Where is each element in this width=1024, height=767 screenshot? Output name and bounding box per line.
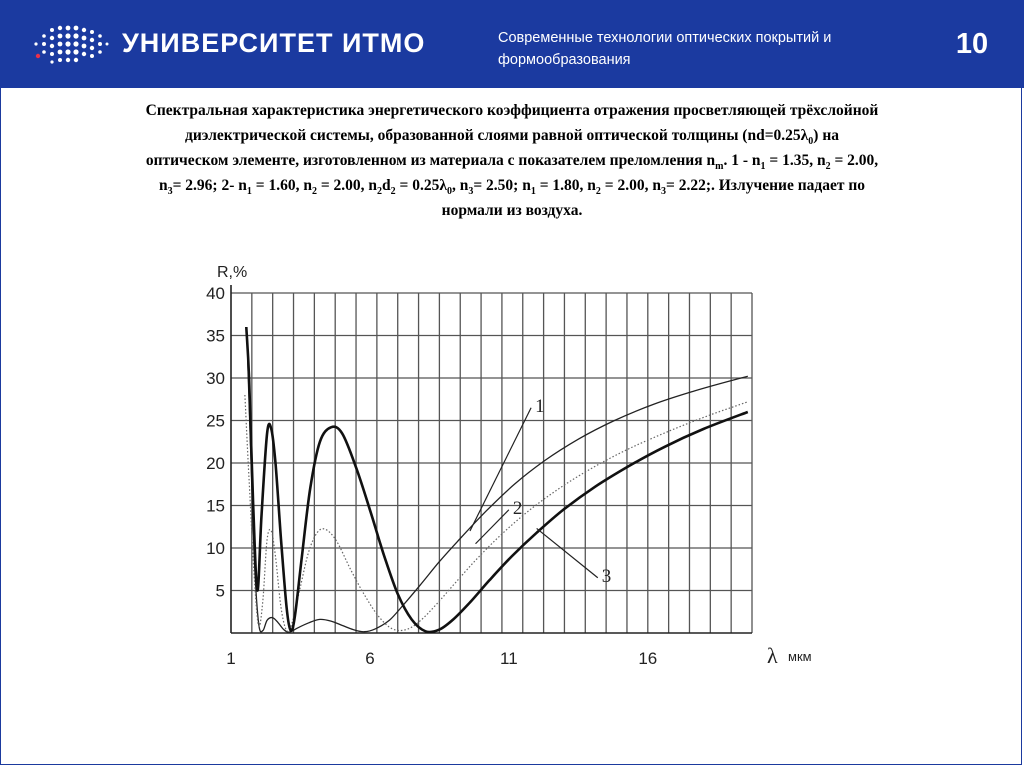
series-line-3 bbox=[246, 327, 748, 632]
x-tick-label-16: 16 bbox=[638, 649, 658, 668]
y-axis-label: R,% bbox=[217, 264, 248, 281]
caption-line-3: оптическом элементе, изготовленном из материала с показателем преломления $n_m$. $1 - n_1 = 1.35$, $n_2 = 2.00$, bbox=[145, 152, 879, 173]
x-axis-label: λ bbox=[767, 643, 778, 668]
leader-line-3 bbox=[537, 528, 598, 577]
x-axis-unit: мкм bbox=[788, 649, 812, 664]
series-line-2 bbox=[245, 395, 748, 631]
caption-line-2: диэлектрической системы, образованной слоями равной оптической толщины $(nd=0.25\lambda_0)$ на bbox=[185, 127, 839, 148]
y-tick-label-5: 5 bbox=[215, 581, 225, 601]
series-label-3: 3 bbox=[601, 565, 612, 587]
y-tick-label-35: 35 bbox=[206, 326, 225, 346]
y-tick-label-10: 10 bbox=[206, 539, 225, 558]
caption-line-1: Спектральная характеристика энергетического коэффициента отражения просветляющей трёхслойной bbox=[145, 102, 879, 119]
course-title: Современные технологии оптических покрытий и формообразования bbox=[498, 30, 832, 68]
caption-line-4: $n_3= 2.96$; 2- $n_1 = 1.60$, $n_2 = 2.00$, $n_2d_2 = 0.25\lambda_0$, $n_3= 2.50$; $n_1 = 1.80$, $n_2 = 2.00$, $n_3= 2.22$;. Излучение падает по bbox=[158, 177, 866, 198]
caption-line-5: нормали из воздуха. bbox=[441, 202, 583, 219]
y-tick-label-25: 25 bbox=[206, 411, 225, 431]
logo-text: УНИВЕРСИТЕТ ИТМО bbox=[122, 28, 426, 58]
page-number: 10 bbox=[955, 28, 989, 60]
x-tick-label-11: 11 bbox=[500, 649, 518, 668]
series-label-1: 1 bbox=[535, 395, 545, 417]
y-tick-label-30: 30 bbox=[206, 369, 225, 388]
series-label-2: 2 bbox=[512, 497, 523, 519]
y-tick-label-15: 15 bbox=[206, 496, 225, 516]
x-tick-label-1: 1 bbox=[226, 649, 236, 668]
chart-grid bbox=[231, 293, 752, 633]
series-line-1 bbox=[248, 361, 748, 632]
x-tick-label-6: 6 bbox=[365, 649, 375, 668]
y-tick-label-40: 40 bbox=[206, 284, 225, 303]
chart-series bbox=[245, 327, 748, 632]
y-tick-label-20: 20 bbox=[206, 454, 225, 473]
